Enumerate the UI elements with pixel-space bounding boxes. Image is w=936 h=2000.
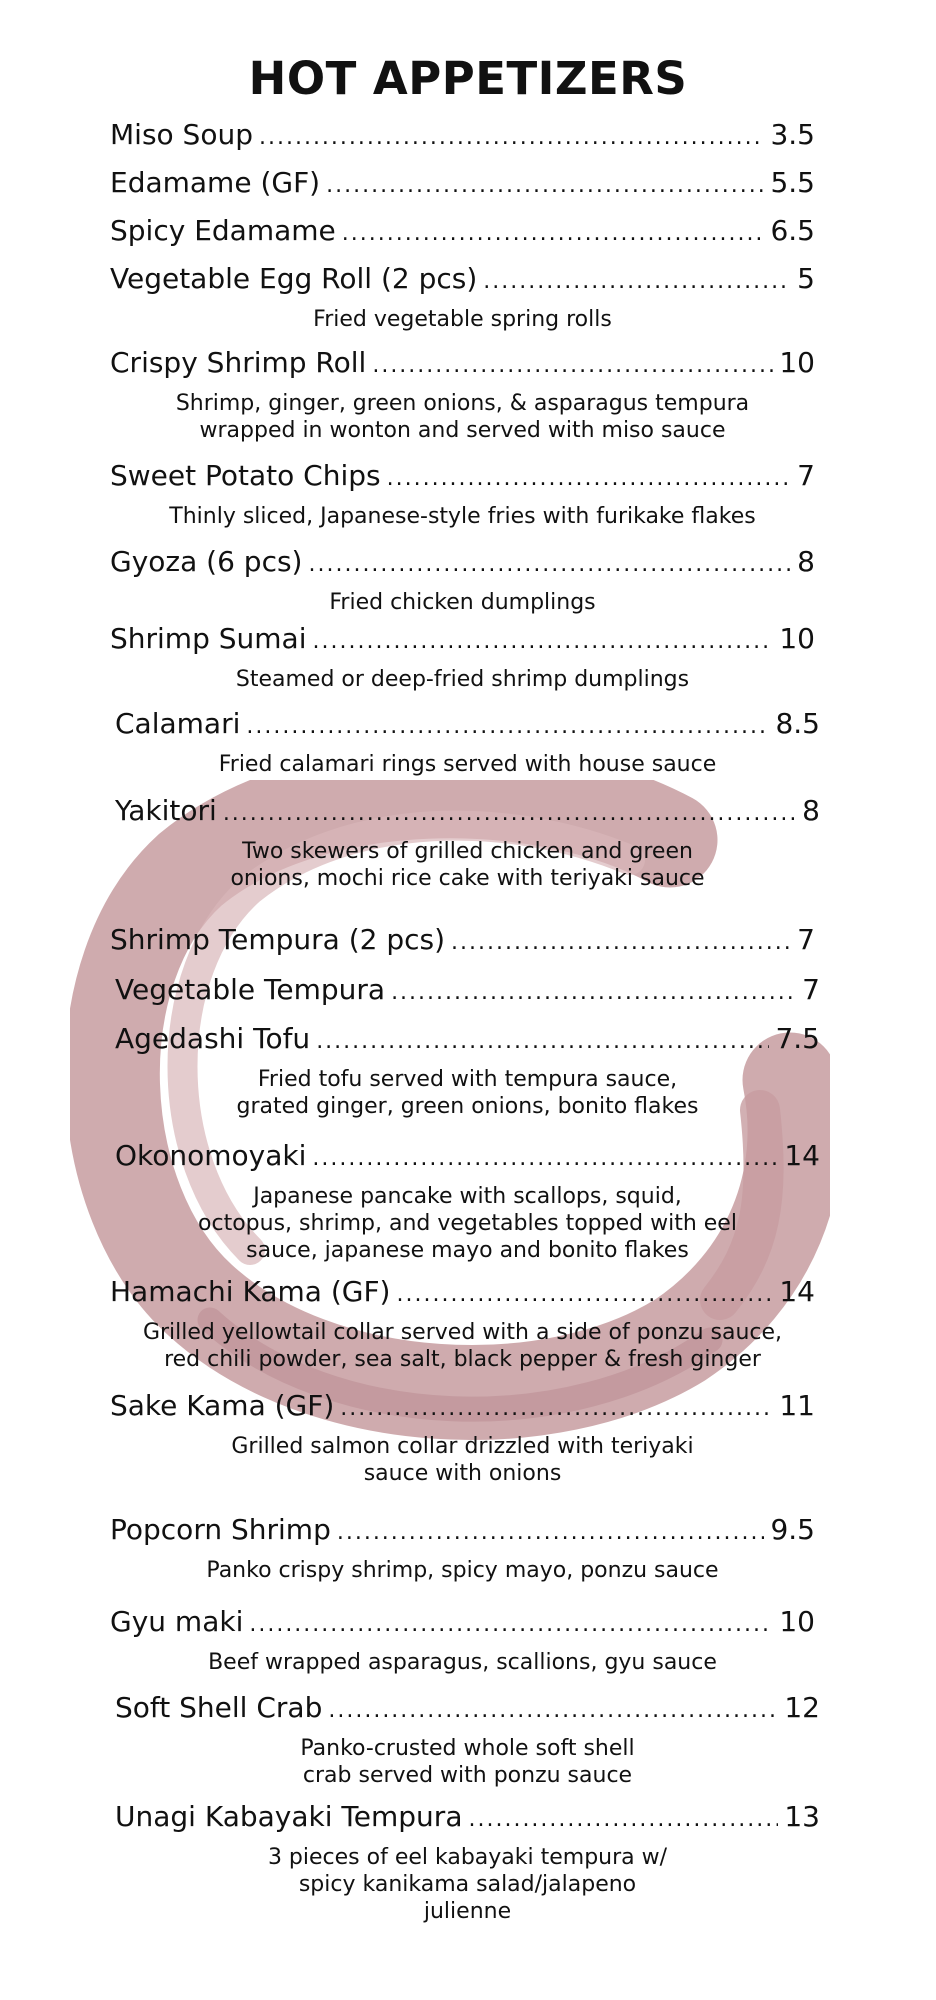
menu-item-price: 7 [802,973,820,1006]
menu-item-name: Miso Soup [110,118,253,151]
dot-leader [259,125,764,150]
menu-item [115,1022,820,1120]
menu-item-row [110,1605,815,1645]
menu-item-name: Popcorn Shrimp [110,1513,331,1546]
menu-item-name: Edamame (GF) [110,166,321,199]
dot-leader [337,1520,765,1545]
menu-item-row [110,923,815,963]
menu-item-description: octopus, shrimp, and vegetables topped with eel [198,1211,737,1236]
menu-item [110,1513,815,1584]
menu-item-price: 7.5 [775,1022,820,1055]
menu-item [110,262,815,333]
menu-item-name: Hamachi Kama (GF) [110,1275,391,1308]
menu-item-price: 12 [784,1691,820,1724]
menu-item [115,1691,820,1789]
dot-leader [308,552,791,577]
menu-item-price: 7 [797,459,815,492]
menu-item-description: spicy kanikama salad/jalapeno [298,1872,637,1897]
menu-item [110,1389,815,1487]
menu-item-row [110,1275,815,1315]
menu-item-description: onions, mochi rice cake with teriyaki sauce [230,866,705,891]
menu-item-price: 5.5 [770,166,815,199]
menu-item-description: Steamed or deep-fried shrimp dumplings [235,667,690,692]
menu-item-row [110,622,815,662]
dot-leader [391,980,796,1005]
menu-item-price: 11 [779,1389,815,1422]
menu-item-row [110,118,815,158]
dot-leader [483,269,791,294]
menu-item-description: Grilled salmon collar drizzled with teriyaki [231,1434,694,1459]
menu-item-name: Spicy Edamame [110,214,336,247]
dot-leader [451,930,791,955]
menu-item-name: Shrimp Sumai [110,622,307,655]
menu-item-price: 13 [784,1800,820,1833]
menu-item-price: 7 [797,923,815,956]
dot-leader [316,1029,769,1054]
menu-item-description: 3 pieces of eel kabayaki tempura w/ [267,1845,668,1870]
menu-item-row [110,459,815,499]
menu-item-description: wrapped in wonton and served with miso sauce [199,418,726,443]
menu-item-description: crab served with ponzu sauce [302,1763,633,1788]
menu-item-name: Okonomoyaki [115,1139,307,1172]
menu-item-description: Panko-crusted whole soft shell [300,1736,635,1761]
dot-leader [249,1612,773,1637]
menu-item-row [110,545,815,585]
menu-item [110,923,815,963]
menu-item-price: 9.5 [770,1513,815,1546]
menu-item-price: 10 [779,622,815,655]
menu-item-price: 10 [779,346,815,379]
dot-leader [468,1807,778,1832]
menu-item-description: sauce with onions [363,1461,562,1486]
menu-item-name: Shrimp Tempura (2 pcs) [110,923,446,956]
menu-item-row [115,1139,820,1179]
dot-leader [246,714,769,739]
menu-item-description: grated ginger, green onions, bonito flakes [236,1094,699,1119]
menu-item-description: Grilled yellowtail collar served with a side of ponzu sauce, [142,1320,783,1345]
menu-item-price: 8 [797,545,815,578]
menu-item-name: Gyu maki [110,1605,244,1638]
menu-item-description: Fried vegetable spring rolls [313,307,612,332]
menu-item-price: 5 [797,262,815,295]
menu-item [110,1605,815,1676]
dot-leader [342,221,765,246]
menu-item-price: 10 [779,1605,815,1638]
menu-item-name: Yakitori [115,794,217,827]
menu-item-name: Gyoza (6 pcs) [110,545,303,578]
menu-item-price: 3.5 [770,118,815,151]
dot-leader [340,1396,773,1421]
menu-item-price: 8.5 [775,707,820,740]
menu-item [115,794,820,892]
menu-item-description: Thinly sliced, Japanese-style fries with furikake flakes [169,504,756,529]
menu-item-name: Unagi Kabayaki Tempura [115,1800,463,1833]
menu-item-description: Fried chicken dumplings [329,590,596,615]
menu-item [110,622,815,693]
menu-item-row [115,1691,820,1731]
menu-item [115,1800,820,1925]
menu-item-row [110,1513,815,1553]
dot-leader [328,1698,778,1723]
menu-item-description: red chili powder, sea salt, black pepper & fresh ginger [164,1347,761,1372]
dot-leader [396,1282,773,1307]
menu-item-name: Sake Kama (GF) [110,1389,335,1422]
menu-item-name: Sweet Potato Chips [110,459,381,492]
menu-item-description: Fried calamari rings served with house sauce [218,752,717,777]
dot-leader [372,353,773,378]
menu-item-description: Beef wrapped asparagus, scallions, gyu sauce [208,1650,717,1675]
menu-item-description: Panko crispy shrimp, spicy mayo, ponzu sauce [206,1558,719,1583]
menu-item-row [115,1022,820,1062]
menu-item [115,1139,820,1264]
menu-item-name: Agedashi Tofu [115,1022,311,1055]
menu-item-price: 6.5 [770,214,815,247]
menu-item-price: 14 [784,1139,820,1172]
menu-item-description: julienne [423,1899,512,1924]
menu-item [110,346,815,444]
menu-item-price: 8 [802,794,820,827]
menu-item-row [110,346,815,386]
menu-item-price: 14 [779,1275,815,1308]
menu-item-row [115,707,820,747]
menu-item [110,459,815,530]
dot-leader [313,629,774,654]
menu-item-name: Vegetable Egg Roll (2 pcs) [110,262,478,295]
menu-item [115,707,820,778]
menu-item-description: Fried tofu served with tempura sauce, [257,1067,678,1092]
dot-leader [223,801,796,826]
menu-item [110,166,815,206]
menu-item [110,1275,815,1373]
menu-item-name: Crispy Shrimp Roll [110,346,367,379]
menu-item [110,118,815,158]
menu-item-description: Shrimp, ginger, green onions, & asparagus tempura [175,391,750,416]
menu-item [110,214,815,254]
menu-item-description: Two skewers of grilled chicken and green [242,839,693,864]
menu-item-row [110,166,815,206]
dot-leader [312,1146,778,1171]
menu-item-description: Japanese pancake with scallops, squid, [253,1184,682,1209]
menu-item-row [110,1389,815,1429]
menu-item-row [110,262,815,302]
menu-item-row [115,794,820,834]
menu-item-row [110,214,815,254]
section-heading: HOT APPETIZERS [248,52,688,105]
menu-item-name: Vegetable Tempura [115,973,386,1006]
menu-item-description: sauce, japanese mayo and bonito flakes [246,1238,689,1263]
menu-item-row [115,1800,820,1840]
menu-item-name: Soft Shell Crab [115,1691,323,1724]
dot-leader [387,466,792,491]
menu-item [110,545,815,616]
menu-item-row [115,973,820,1013]
dot-leader [326,173,764,198]
menu-item-name: Calamari [115,707,241,740]
menu-item [115,973,820,1013]
